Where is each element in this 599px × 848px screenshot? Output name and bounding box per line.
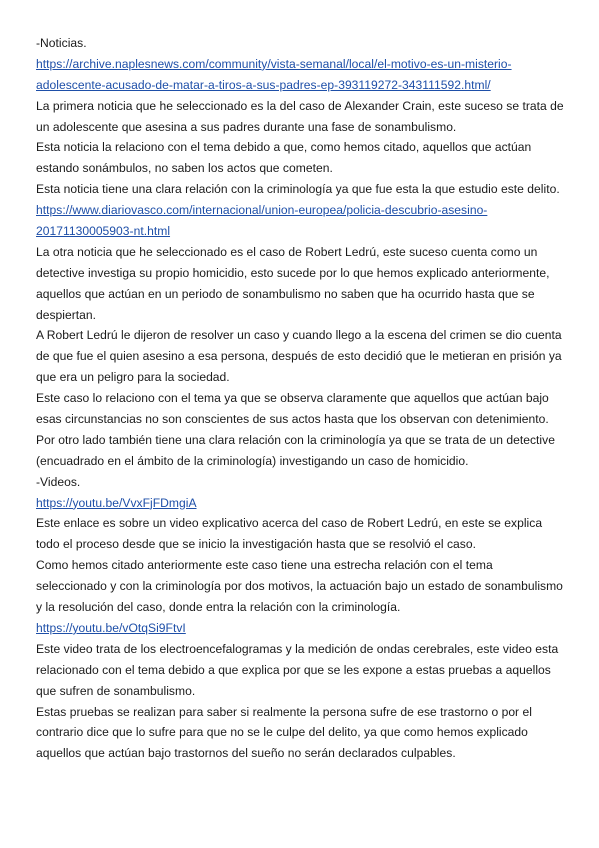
- paragraph-line: Este video trata de los electroencefalogramas y la medición de ondas cerebrales, este video esta: [36, 641, 559, 656]
- paragraph-line: La primera noticia que he seleccionado es la del caso de Alexander Crain, este suceso se trata de: [36, 98, 564, 113]
- paragraph-line: y la resolución del caso, donde entra la relación con la criminología.: [36, 600, 401, 615]
- paragraph-line: Estas pruebas se realizan para saber si realmente la persona sufre de ese trastorno o por el: [36, 704, 532, 719]
- paragraph-line: contrario dice que lo sufre para que no se le culpe del delito, ya que como hemos explicado: [36, 725, 528, 740]
- news-link-naples-part1[interactable]: https://archive.naplesnews.com/community/vista-semanal/local/el-motivo-es-un-misterio-: [36, 56, 512, 71]
- paragraph-line: relacionado con el tema debido a que explica por que se les expone a estas pruebas a aquellos: [36, 662, 551, 677]
- section-heading-news: -Noticias.: [36, 36, 87, 50]
- news-link-diariovasco-part1[interactable]: https://www.diariovasco.com/internacional/union-europea/policia-descubrio-asesino-: [36, 203, 488, 218]
- news-link-diariovasco-part2[interactable]: 20171130005903-nt.html: [36, 224, 171, 239]
- video-link-2[interactable]: https://youtu.be/vOtqSi9FtvI: [36, 620, 186, 635]
- video-link-1[interactable]: https://youtu.be/VvxFjFDmgiA: [36, 495, 197, 510]
- paragraph-line: Esta noticia tiene una clara relación con la criminología ya que fue esta la que estudio este delito.: [36, 182, 560, 197]
- paragraph-line: todo el proceso desde que se inicio la investigación hasta que se resolvió el caso.: [36, 537, 476, 552]
- paragraph-line: aquellos que actúan bajo trastornos del sueño no serán declarados culpables.: [36, 746, 456, 761]
- paragraph-line: Como hemos citado anteriormente este caso tiene una estrecha relación con el tema: [36, 558, 493, 573]
- paragraph-line: esas circunstancias no son conscientes de sus actos hasta que los observan con detenimiento.: [36, 412, 549, 427]
- paragraph-line: aquellos que actúan en un periodo de sonambulismo no saben que ha ocurrido hasta que se: [36, 286, 535, 301]
- paragraph-line: que era un peligro para la sociedad.: [36, 370, 230, 385]
- document-body: [36, 33, 576, 764]
- paragraph-line: detective investiga su propio homicidio, esto sucede por lo que hemos explicado anteriormente,: [36, 265, 550, 280]
- paragraph-line: La otra noticia que he seleccionado es el caso de Robert Ledrú, este suceso cuenta como un: [36, 244, 538, 259]
- paragraph-line: estando sonámbulos, no saben los actos que cometen.: [36, 161, 333, 176]
- paragraph-line: Este caso lo relaciono con el tema ya que se observa claramente que aquellos que actúan bajo: [36, 391, 549, 406]
- paragraph-line: Esta noticia la relaciono con el tema debido a que, como hemos citado, aquellos que actúan: [36, 140, 532, 155]
- section-heading-videos: -Videos.: [36, 474, 81, 489]
- paragraph-line: despiertan.: [36, 307, 97, 322]
- paragraph-line: Este enlace es sobre un video explicativo acerca del caso de Robert Ledrú, en este se explica: [36, 516, 543, 531]
- paragraph-line: Por otro lado también tiene una clara relación con la criminología ya que se trata de un detective: [36, 432, 555, 447]
- news-link-naples-part2[interactable]: adolescente-acusado-de-matar-a-tiros-a-sus-padres-ep-393119272-343111592.html/: [36, 77, 491, 92]
- paragraph-line: un adolescente que asesina a sus padres durante una fase de sonambulismo.: [36, 119, 457, 134]
- paragraph-line: A Robert Ledrú le dijeron de resolver un caso y cuando llego a la escena del crimen se dio cuenta: [36, 328, 562, 343]
- paragraph-line: que sufren de sonambulismo.: [36, 683, 196, 698]
- paragraph-line: (encuadrado en el ámbito de la criminología) investigando un caso de homicidio.: [36, 453, 469, 468]
- paragraph-line: seleccionado y con la criminología por dos motivos, la actuación bajo un estado de sonambulismo: [36, 579, 563, 594]
- paragraph-line: de que fue el quien asesino a esa persona, después de esto decidió que le metieran en prisión ya: [36, 349, 562, 364]
